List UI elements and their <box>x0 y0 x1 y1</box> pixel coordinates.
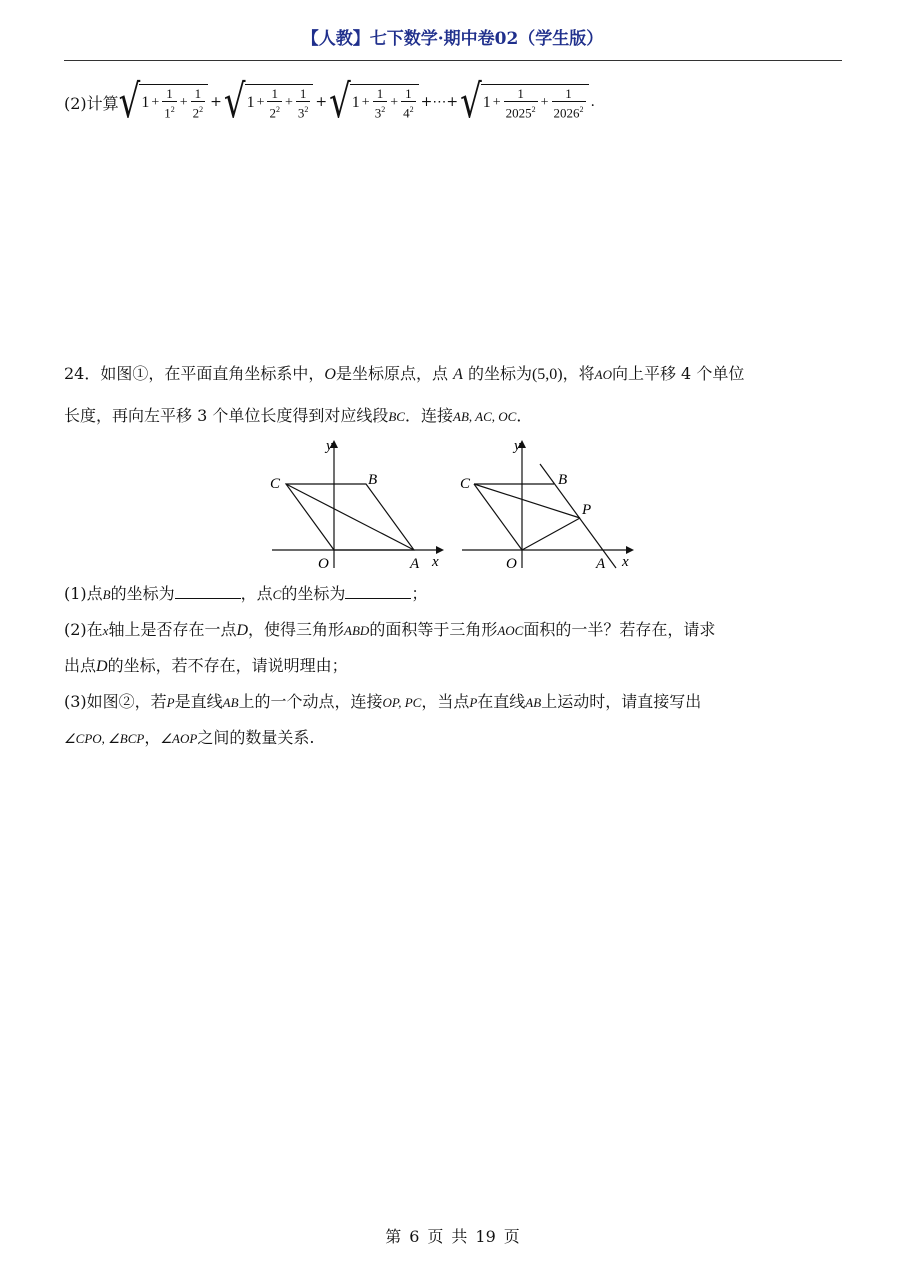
text: ，点 <box>240 584 273 603</box>
frac-den: 2 <box>192 105 200 121</box>
between-plus: + <box>210 94 222 110</box>
label-y: y <box>326 438 333 454</box>
sqrt-term-last: √ 1 + $\frac{1}{2025^2}$ + $\frac{1}{2026^2}$ <box>460 84 588 120</box>
q24-part3-line1 <box>64 690 701 715</box>
frac-exp: 2 <box>579 104 584 114</box>
q24-part2-line2 <box>64 654 348 679</box>
var-P: P <box>166 695 175 710</box>
frac-exp: 2 <box>275 104 280 114</box>
line-AB <box>540 464 616 568</box>
term-plus: + <box>256 94 265 110</box>
frac-exp: 2 <box>381 104 386 114</box>
footer-text: 第 <box>385 1227 402 1246</box>
figure-1 <box>268 436 450 574</box>
text: ， <box>144 728 161 747</box>
var-ABD: ABD <box>344 623 370 638</box>
text: 轴上是否存在一点 <box>108 620 237 639</box>
text: 之间的数量关系. <box>197 728 315 747</box>
frac-den: 2025 <box>505 105 532 121</box>
var-O: O <box>324 366 336 383</box>
q24-line1 <box>64 362 744 387</box>
text: (2)在 <box>64 620 103 639</box>
q23-part2-formula <box>64 74 597 129</box>
sqrt-term-2: √ 1 + $\frac{1}{2^2}$ + $\frac{1}{3^2}$ <box>224 84 313 120</box>
term-one: 1 <box>482 93 491 111</box>
page-header: 【人教】七下数学·期中卷02（学生版） <box>301 29 604 49</box>
var-BC: BC <box>388 409 405 424</box>
var-x: x <box>102 623 109 638</box>
frac-exp: 2 <box>531 104 536 114</box>
label-x: x <box>622 554 629 570</box>
label-P: P <box>582 502 592 518</box>
q24-part1 <box>64 582 427 607</box>
text: 的坐标，若不存在，请说明理由； <box>107 656 348 675</box>
term-plus: + <box>361 94 370 110</box>
segment-CP <box>474 484 580 518</box>
text: 上的一个动点，连接 <box>238 692 383 711</box>
ellipsis-plus: +⋯+ <box>420 94 459 110</box>
sqrt-term-1: √ 1 + $\frac{1}{1^2}$ + $\frac{1}{2^2}$ <box>119 84 208 120</box>
label-A: A <box>596 556 606 572</box>
frac-exp: 2 <box>304 104 309 114</box>
header-divider <box>64 60 842 61</box>
label-A: A <box>410 556 420 572</box>
frac-den: 3 <box>374 105 382 121</box>
text: 的面积等于三角形 <box>369 620 498 639</box>
frac-den: 1 <box>164 105 171 121</box>
term-one: 1 <box>141 93 150 111</box>
term-plus: + <box>284 94 293 110</box>
var-AOC: AOC <box>497 623 524 638</box>
coord-A: (5,0) <box>531 366 563 383</box>
term-one: 1 <box>246 93 255 111</box>
frac-num: 1 <box>517 85 524 101</box>
term-plus: + <box>492 94 501 110</box>
term-one: 1 <box>351 93 360 111</box>
answer-blank-C[interactable] <box>345 584 411 599</box>
q24-line2 <box>64 404 532 429</box>
frac-num: 1 <box>271 85 278 101</box>
term-plus: + <box>151 94 160 110</box>
frac-num: 1 <box>376 85 384 101</box>
frac-den: 4 <box>403 105 410 121</box>
text: 出点 <box>64 656 97 675</box>
frac-num: 1 <box>405 85 412 101</box>
text: (3)如图②，若 <box>64 692 167 711</box>
page-number: 6 <box>409 1227 420 1246</box>
q23-part2-label: (2)计算 <box>64 93 119 113</box>
var-D: D <box>96 658 108 675</box>
text: ，将 <box>562 364 595 383</box>
frac-den: 3 <box>297 105 305 121</box>
segment-CO <box>474 484 522 550</box>
frac-num: 1 <box>565 85 572 101</box>
var-D: D <box>236 622 249 639</box>
term-plus: + <box>179 94 188 110</box>
text: 长度，再向左平移 3 个单位长度得到对应线段 <box>64 406 389 425</box>
sqrt-term-3: √ 1 + $\frac{1}{3^2}$ + $\frac{1}{4^2}$ <box>329 84 418 120</box>
term-plus: + <box>540 94 549 110</box>
total-pages: 19 <box>475 1227 496 1246</box>
label-y: y <box>514 438 521 454</box>
label-O: O <box>318 556 329 572</box>
segment-AC <box>286 484 414 550</box>
q24-part3-line2 <box>64 726 314 751</box>
var-OP-PC: OP, PC <box>382 695 422 710</box>
var-P: P <box>469 695 478 710</box>
text: 的坐标为 <box>281 584 346 603</box>
text: 上运动时，请直接写出 <box>541 692 702 711</box>
between-plus: + <box>315 94 328 110</box>
label-B: B <box>558 472 568 488</box>
var-B: B <box>102 587 111 602</box>
text: 的坐标为 <box>467 364 532 383</box>
label-C: C <box>460 476 471 492</box>
var-angle-AOP: ∠AOP <box>160 731 198 746</box>
text: (1)点 <box>64 584 103 603</box>
segment-OP <box>522 518 580 550</box>
var-AB: AB <box>222 695 239 710</box>
footer-text: 页 <box>503 1227 520 1246</box>
text: 的坐标为 <box>110 584 175 603</box>
frac-num: 1 <box>299 85 307 101</box>
answer-blank-B[interactable] <box>175 584 241 599</box>
frac-exp: 2 <box>409 104 414 114</box>
frac-num: 1 <box>194 85 202 101</box>
label-x: x <box>432 554 439 570</box>
var-A: A <box>453 366 463 383</box>
text: 是直线 <box>174 692 223 711</box>
figure-2 <box>456 436 640 574</box>
label-B: B <box>368 472 378 488</box>
term-plus: + <box>390 94 399 110</box>
question-number: 24． <box>64 364 101 383</box>
frac-den: 2026 <box>553 105 580 121</box>
formula-end: . <box>590 94 595 110</box>
var-C: C <box>272 587 282 602</box>
text: ．连接 <box>404 406 453 425</box>
footer-text: 页 <box>427 1227 444 1246</box>
text: ； <box>411 584 428 603</box>
text: 是坐标原点，点 <box>335 364 448 383</box>
var-list: AB, AC, OC <box>453 409 517 424</box>
footer-text: 共 <box>451 1227 468 1246</box>
frac-num: 1 <box>166 85 173 101</box>
text: ，当点 <box>421 692 470 711</box>
frac-exp: 2 <box>170 104 175 114</box>
frac-den: 2 <box>269 105 276 121</box>
text: 在直线 <box>477 692 526 711</box>
text: 向上平移 4 个单位 <box>611 364 745 383</box>
label-C: C <box>270 476 281 492</box>
q24-part2-line1 <box>64 618 715 643</box>
frac-exp: 2 <box>199 104 204 114</box>
text: ，使得三角形 <box>248 620 345 639</box>
label-O: O <box>506 556 517 572</box>
var-AO: AO <box>594 367 612 382</box>
var-AB: AB <box>525 695 542 710</box>
var-angles: ∠CPO, ∠BCP <box>64 731 145 746</box>
text: 如图①，在平面直角坐标系中， <box>100 364 325 383</box>
page-footer <box>0 1224 905 1247</box>
text: ． <box>516 406 533 425</box>
text: 面积的一半？若存在，请求 <box>523 620 716 639</box>
